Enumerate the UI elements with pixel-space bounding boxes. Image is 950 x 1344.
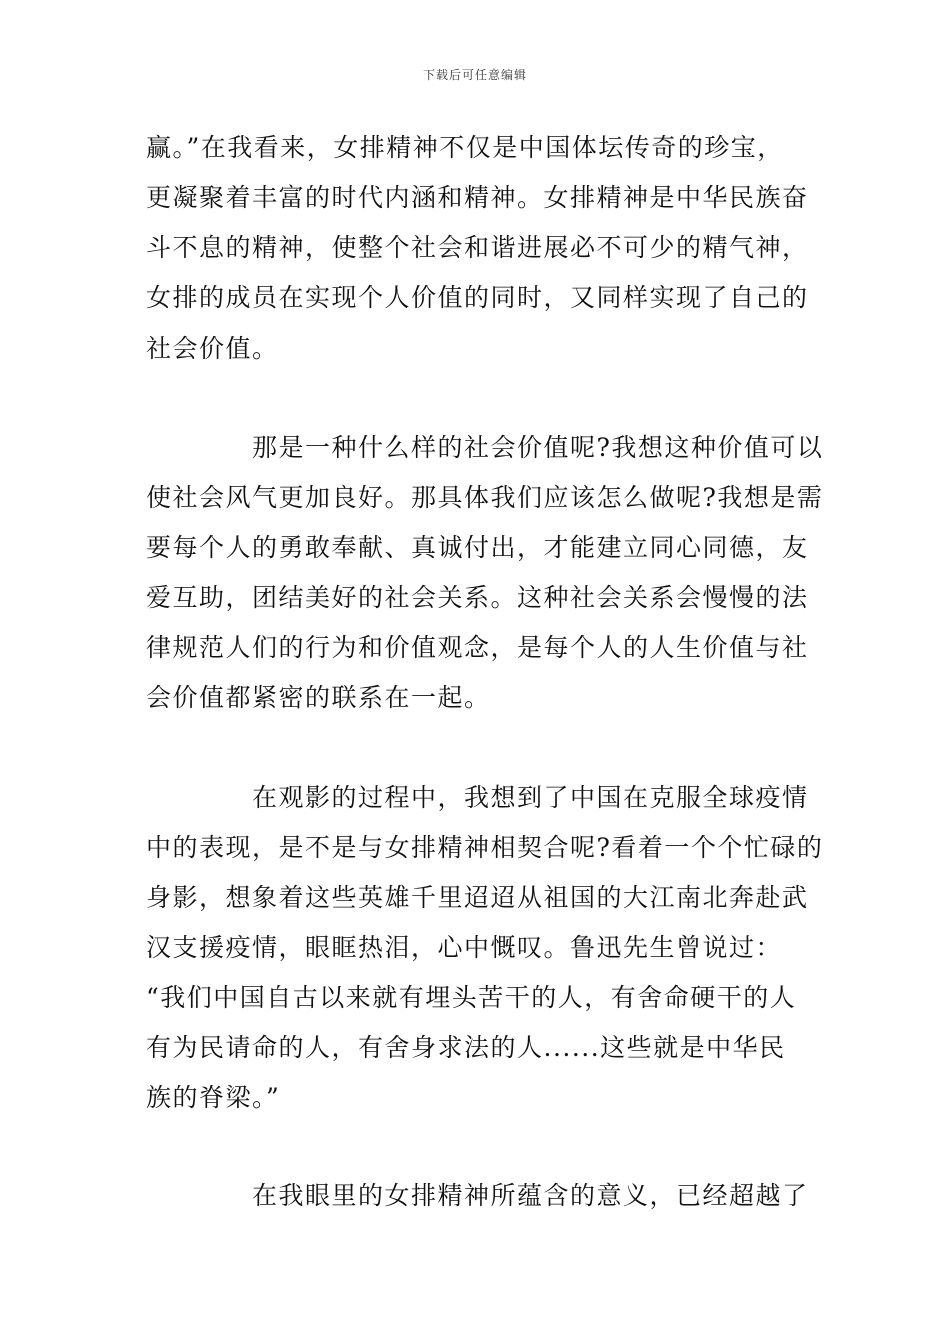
text-line: 更凝聚着丰富的时代内涵和精神。女排精神是中华民族奋 [146, 183, 809, 212]
text-line: 在我眼里的女排精神所蕴含的意义，已经超越了 [252, 1181, 809, 1210]
text-line: 在观影的过程中，我想到了中国在克服全球疫情 [252, 783, 809, 812]
text-line: 社会价值。 [146, 334, 279, 363]
text-line: 中的表现，是不是与女排精神相契合呢?看着一个个忙碌的 [146, 833, 824, 862]
text-line: 律规范人们的行为和价值观念，是每个人的人生价值与社 [146, 633, 809, 662]
text-line: 斗不息的精神，使整个社会和谐进展必不可少的精气神， [146, 233, 809, 262]
text-line: 汉支援疫情，眼眶热泪，心中慨叹。鲁迅先生曾说过： [146, 933, 783, 962]
text-line: 爱互助，团结美好的社会关系。这种社会关系会慢慢的法 [146, 583, 809, 612]
text-line: 身影，想象着这些英雄千里迢迢从祖国的大江南北奔赴武 [146, 883, 809, 912]
text-line: 会价值都紧密的联系在一起。 [146, 683, 491, 712]
text-line: 赢。”在我看来，女排精神不仅是中国体坛传奇的珍宝， [146, 133, 784, 162]
text-line: 那是一种什么样的社会价值呢?我想这种价值可以 [252, 433, 824, 462]
text-line: 女排的成员在实现个人价值的同时，又同样实现了自己的 [146, 283, 809, 312]
page-header: 下载后可任意编辑 [422, 68, 527, 82]
text-line: 族的脊梁。” [146, 1083, 281, 1112]
text-line: 要每个人的勇敢奉献、真诚付出，才能建立同心同德，友 [146, 533, 809, 562]
text-line: 有为民请命的人，有舍身求法的人......这些就是中华民 [146, 1033, 786, 1062]
text-line: “我们中国自古以来就有埋头苦干的人，有舍命硬干的人 [146, 983, 797, 1012]
text-line: 使社会风气更加良好。那具体我们应该怎么做呢?我想是需 [146, 483, 824, 512]
